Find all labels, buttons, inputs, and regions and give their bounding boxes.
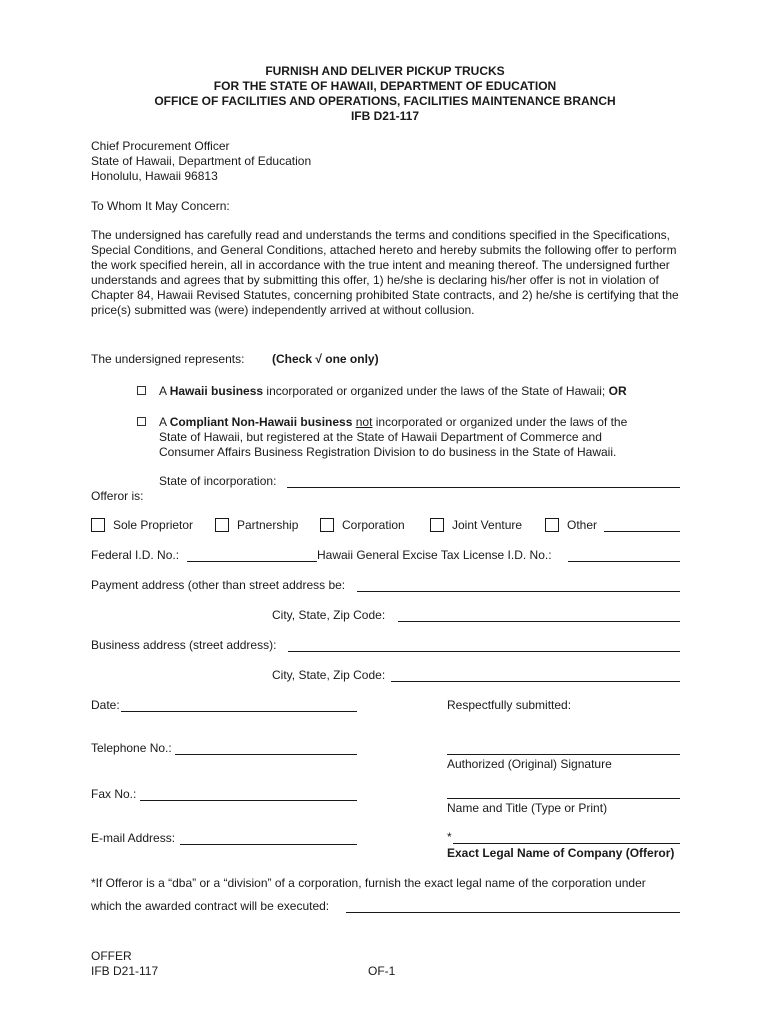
legal-name-line[interactable] — [453, 843, 680, 844]
non-hawaii-business-line-3: Consumer Affairs Business Registration Division to do business in the State of Hawaii. — [159, 445, 617, 459]
address-line-3: Honolulu, Hawaii 96813 — [91, 169, 218, 183]
business-city-state-zip-line[interactable] — [391, 681, 680, 682]
hawaii-business-option: A Hawaii business incorporated or organized under the laws of the State of Hawaii; OR — [159, 384, 627, 398]
name-title-line[interactable] — [447, 798, 680, 799]
ge-tax-license-line[interactable] — [568, 561, 680, 562]
signature-line[interactable] — [447, 754, 680, 755]
footnote-line-2: which the awarded contract will be executed: — [91, 899, 330, 913]
telephone-line[interactable] — [175, 754, 357, 755]
address-line-1: Chief Procurement Officer — [91, 139, 230, 153]
telephone-label: Telephone No.: — [91, 741, 172, 755]
date-line[interactable] — [121, 711, 357, 712]
payment-address-label: Payment address (other than street address be: — [91, 578, 346, 592]
respectfully-submitted: Respectfully submitted: — [447, 698, 572, 712]
body-paragraph: The undersigned has carefully read and understands the terms and conditions specified in the Specifications, Special Conditions, and General Conditions, attached hereto and hereby submits the following offer to perform the work specified herein, all in accordance with the true intent and meaning thereof. The undersigned further understands and agrees that by submitting this offer, 1) he/she is declaring his/her offer is not in violation of Chapter 84, Hawaii Revised Statutes, concerning prohibited State contracts, and 2) he/she is certifying that the price(s) submitted was (were) independently arrived at without collusion. — [91, 228, 679, 317]
footnote-line-1: *If Offeror is a “dba” or a “division” of a corporation, furnish the exact legal name of the corporation under — [91, 876, 646, 890]
joint-venture-checkbox[interactable] — [430, 518, 444, 532]
other-checkbox[interactable] — [545, 518, 559, 532]
hawaii-business-checkbox[interactable] — [137, 386, 146, 395]
sole-proprietor-label: Sole Proprietor — [113, 518, 194, 532]
salutation: To Whom It May Concern: — [91, 199, 230, 213]
check-one-instruction: (Check √ one only) — [272, 352, 379, 366]
authorized-signature-label: Authorized (Original) Signature — [447, 757, 612, 771]
legal-name-label: Exact Legal Name of Company (Offeror) — [447, 846, 675, 860]
joint-venture-label: Joint Venture — [452, 518, 523, 532]
offeror-label: Offeror is: — [91, 489, 144, 503]
federal-id-line[interactable] — [187, 561, 317, 562]
footer-offer: OFFER — [91, 949, 132, 963]
business-city-state-zip-label: City, State, Zip Code: — [272, 668, 386, 682]
header-line-2: FOR THE STATE OF HAWAII, DEPARTMENT OF EDUCATION — [213, 79, 557, 93]
header-line-3: OFFICE OF FACILITIES AND OPERATIONS, FACILITIES MAINTENANCE BRANCH — [154, 94, 616, 108]
footer-page-number: OF-1 — [368, 964, 396, 978]
corporation-checkbox[interactable] — [320, 518, 334, 532]
fax-line[interactable] — [140, 800, 357, 801]
payment-city-state-zip-line[interactable] — [398, 621, 680, 622]
corporation-label: Corporation — [342, 518, 405, 532]
fax-label: Fax No.: — [91, 787, 137, 801]
non-hawaii-business-line-2: State of Hawaii, but registered at the State of Hawaii Department of Commerce and — [159, 430, 602, 444]
header-line-1: FURNISH AND DELIVER PICKUP TRUCKS — [265, 64, 505, 78]
legal-name-asterisk: * — [447, 830, 452, 844]
non-hawaii-business-checkbox[interactable] — [137, 417, 146, 426]
corporation-legal-name-line[interactable] — [346, 912, 680, 913]
ge-tax-license-label: Hawaii General Excise Tax License I.D. No.: — [317, 548, 552, 562]
partnership-checkbox[interactable] — [215, 518, 229, 532]
footer-ifb: IFB D21-117 — [91, 964, 159, 978]
email-line[interactable] — [180, 844, 357, 845]
payment-city-state-zip-label: City, State, Zip Code: — [272, 608, 386, 622]
non-hawaii-business-option: A Compliant Non-Hawaii business not incorporated or organized under the laws of the — [159, 415, 628, 429]
federal-id-label: Federal I.D. No.: — [91, 548, 180, 562]
state-of-incorporation-line[interactable] — [287, 487, 680, 488]
represents-label: The undersigned represents: — [91, 352, 245, 366]
business-address-label: Business address (street address): — [91, 638, 277, 652]
partnership-label: Partnership — [237, 518, 299, 532]
date-label: Date: — [91, 698, 120, 712]
other-label: Other — [567, 518, 598, 532]
business-address-line[interactable] — [288, 651, 680, 652]
payment-address-line[interactable] — [357, 591, 680, 592]
name-title-label: Name and Title (Type or Print) — [447, 801, 608, 815]
state-of-incorporation-label: State of incorporation: — [159, 474, 277, 488]
header-line-4: IFB D21-117 — [350, 109, 420, 123]
other-line[interactable] — [604, 531, 680, 532]
sole-proprietor-checkbox[interactable] — [91, 518, 105, 532]
email-label: E-mail Address: — [91, 831, 176, 845]
address-line-2: State of Hawaii, Department of Education — [91, 154, 312, 168]
